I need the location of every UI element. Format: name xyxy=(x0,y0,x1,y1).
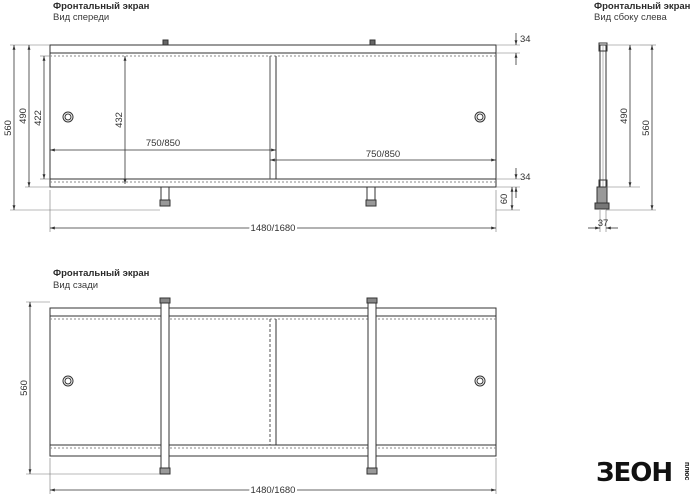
front-dim-490: 490 xyxy=(18,108,29,124)
front-dim-width: 1480/1680 xyxy=(250,223,296,234)
back-dim-width: 1480/1680 xyxy=(250,485,296,496)
brand-logo-sub: плюс xyxy=(683,462,690,481)
front-view-title: Фронтальный экран xyxy=(53,1,150,12)
front-dim-422: 422 xyxy=(33,110,44,126)
back-left-support xyxy=(160,298,170,474)
back-right-support xyxy=(367,298,377,474)
side-view xyxy=(588,43,656,232)
back-panel-frame xyxy=(50,308,496,456)
side-view-subtitle: Вид сбоку слева xyxy=(594,12,667,23)
back-view-subtitle: Вид сзади xyxy=(53,280,99,291)
side-dim-560: 560 xyxy=(641,120,652,136)
side-dim-490: 490 xyxy=(619,108,630,124)
front-view-subtitle: Вид спереди xyxy=(53,12,110,23)
back-dim-560: 560 xyxy=(19,380,30,396)
front-left-leg xyxy=(160,187,170,206)
front-dim-432: 432 xyxy=(114,112,125,128)
back-view xyxy=(26,298,496,494)
front-dim-legs: 60 xyxy=(499,193,510,205)
front-dim-rail-top: 34 xyxy=(520,34,531,45)
front-dim-560: 560 xyxy=(3,120,14,136)
front-view xyxy=(10,33,520,232)
front-dim-door-right: 750/850 xyxy=(365,149,401,160)
side-leg xyxy=(597,187,607,205)
front-dim-door-left: 750/850 xyxy=(145,138,181,149)
front-dim-rail-bottom: 34 xyxy=(520,172,531,183)
side-dim-37: 37 xyxy=(597,218,609,229)
back-view-title: Фронтальный экран xyxy=(53,268,150,279)
side-view-title: Фронтальный экран xyxy=(594,1,691,12)
front-right-leg xyxy=(366,187,376,206)
brand-logo: ЗЕОН xyxy=(596,458,673,488)
